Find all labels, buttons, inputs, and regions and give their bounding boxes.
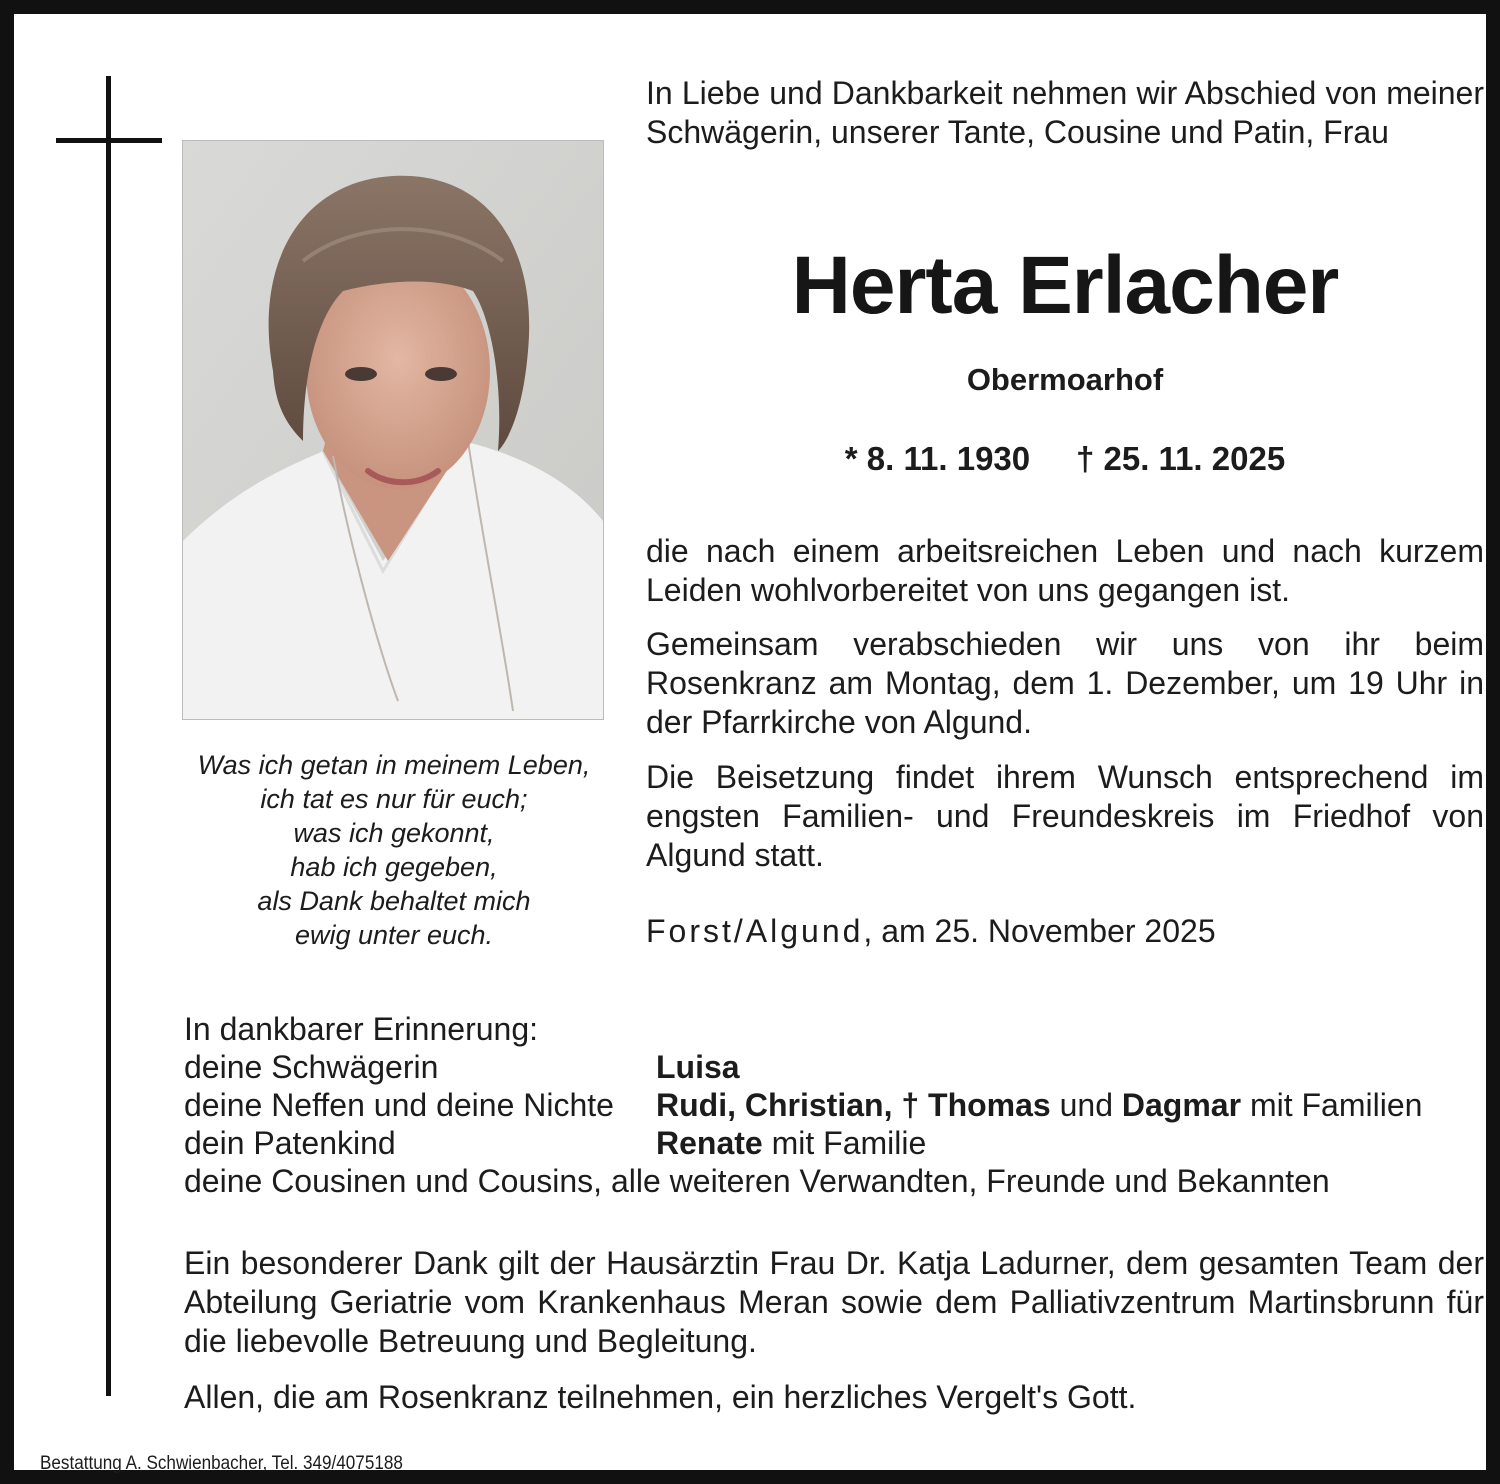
poem-line: Was ich getan in meinem Leben, [197, 750, 591, 780]
remembrance-row [184, 1162, 1484, 1200]
remembrance-row [184, 1124, 1484, 1162]
remembrance-block [184, 1010, 1484, 1200]
poem-line: ewig unter euch. [294, 920, 494, 950]
birth-date: * 8. 11. 1930 [844, 440, 1031, 477]
relation-names: Renate mit Familie [656, 1125, 927, 1161]
poem [164, 748, 624, 952]
relation-label: dein Patenkind [184, 1125, 396, 1161]
poem-line: was ich gekonnt, [293, 818, 495, 848]
remembrance-row [184, 1086, 1484, 1124]
place-date [646, 911, 1484, 951]
deceased-name: Herta Erlacher [791, 240, 1339, 331]
relation-names: Rudi, Christian, † Thomas und Dagmar mit Familien [656, 1087, 1423, 1123]
remembrance-row [184, 1048, 1484, 1086]
place-town: Forst/Algund [646, 913, 864, 949]
cross-vertical-bar [106, 76, 111, 1396]
place-date-text: , am 25. November 2025 [863, 913, 1216, 949]
burial-text: Die Beisetzung findet ihrem Wunsch entsprechend im engsten Familien- und Freundeskreis im Friedhof von Algund statt. [646, 759, 1484, 873]
remembrance-heading: In dankbarer Erinnerung: [184, 1011, 538, 1047]
cross-horizontal-bar [56, 138, 162, 143]
funeral-home-footer: Bestattung A. Schwienbacher, Tel. 349/4075188 [40, 1453, 403, 1474]
poem-line: hab ich gegeben, [290, 852, 498, 882]
relation-label: deine Cousinen und Cousins, alle weiteren Verwandten, Freunde und Bekannten [184, 1163, 1330, 1199]
rosary-text: Gemeinsam verabschieden wir uns von ihr beim Rosenkranz am Montag, dem 1. Dezember, um 19 Uhr in der Pfarrkirche von Algund. [646, 626, 1484, 740]
thanks-text: Ein besonderer Dank gilt der Hausärztin Frau Dr. Katja Ladurner, dem gesamten Team der Abteilung Geriatrie vom Krankenhaus Meran sowie dem Palliativzentrum Martinsbrunn für die liebevolle Betreuung und Begleitung. [184, 1245, 1484, 1359]
closing-text: Allen, die am Rosenkranz teilnehmen, ein herzliches Vergelt's Gott. [184, 1379, 1137, 1415]
poem-line: ich tat es nur für euch; [260, 784, 528, 814]
death-date: † 25. 11. 2025 [1075, 440, 1286, 477]
life-dates [646, 438, 1484, 480]
intro-text: In Liebe und Dankbarkeit nehmen wir Abschied von meiner Schwägerin, unserer Tante, Cousine und Patin, Frau [646, 75, 1484, 150]
passing-text: die nach einem arbeitsreichen Leben und nach kurzem Leiden wohlvorbereitet von uns gegangen ist. [646, 533, 1484, 608]
relation-label: deine Schwägerin [184, 1049, 439, 1085]
poem-line: als Dank behaltet mich [257, 886, 531, 916]
portrait-photo [182, 140, 604, 720]
relation-names: Luisa [656, 1049, 740, 1085]
farm-name: Obermoarhof [966, 362, 1164, 397]
relation-label: deine Neffen und deine Nichte [184, 1087, 614, 1123]
